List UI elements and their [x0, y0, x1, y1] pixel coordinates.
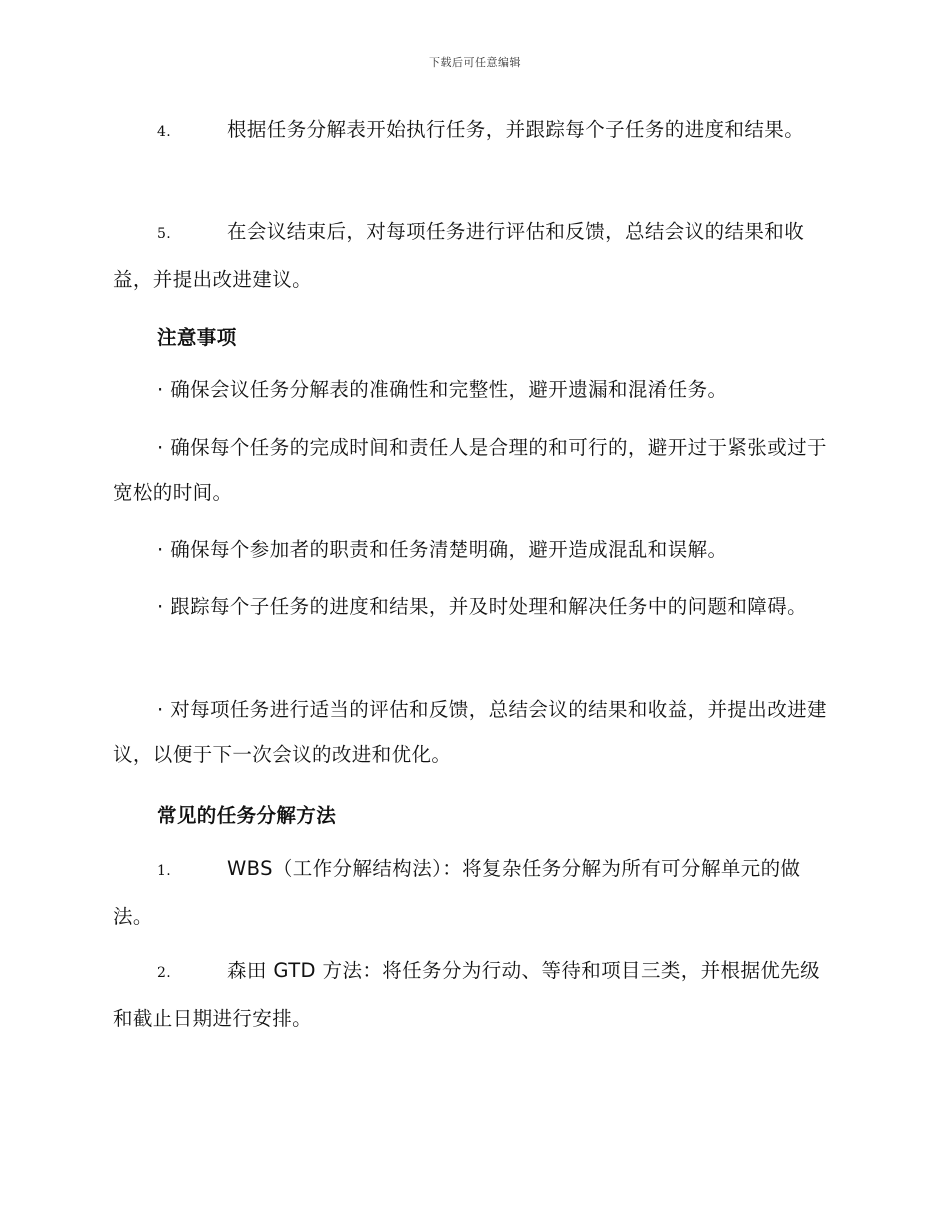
- method-number: 1.: [157, 863, 172, 879]
- step-text: 在会议结束后，对每项任务进行评估和反馈，总结会议的结果和收益，并提出改进建议。: [113, 220, 805, 291]
- step-number: 5.: [157, 226, 172, 242]
- method-text: WBS（工作分解结构法）：将复杂任务分解为所有可分解单元的做法。: [113, 857, 801, 928]
- note-item: · 确保会议任务分解表的准确性和完整性，避开遗漏和混淆任务。: [157, 378, 728, 401]
- note-item: · 对每项任务进行适当的评估和反馈，总结会议的结果和收益，并提出改进建议，以便于下一次会议的改进和优化。: [113, 698, 827, 766]
- step-item-4: [113, 107, 838, 155]
- step-text: 根据任务分解表开始执行任务，并跟踪每个子任务的进度和结果。: [227, 118, 805, 141]
- method-number: 2.: [157, 965, 172, 981]
- note-item: · 跟踪每个子任务的进度和结果，并及时处理和解决任务中的问题和障碍。: [157, 595, 807, 618]
- method-text: 森田 GTD 方法：将任务分为行动、等待和项目三类，并根据优先级和截止日期进行安排。: [113, 959, 821, 1030]
- methods-heading: 常见的任务分解方法: [157, 804, 337, 827]
- note-item: · 确保每个参加者的职责和任务清楚明确，避开造成混乱和误解。: [157, 538, 728, 561]
- page-header: 下载后可任意编辑: [429, 56, 521, 69]
- step-number: 4.: [157, 124, 172, 140]
- method-item-1: [113, 846, 838, 939]
- note-item: · 确保每个任务的完成时间和责任人是合理的和可行的，避开过于紧张或过于宽松的时间。: [113, 436, 827, 504]
- method-item-2: [113, 948, 838, 1041]
- notes-heading: 注意事项: [157, 326, 237, 349]
- step-item-5: [113, 209, 838, 302]
